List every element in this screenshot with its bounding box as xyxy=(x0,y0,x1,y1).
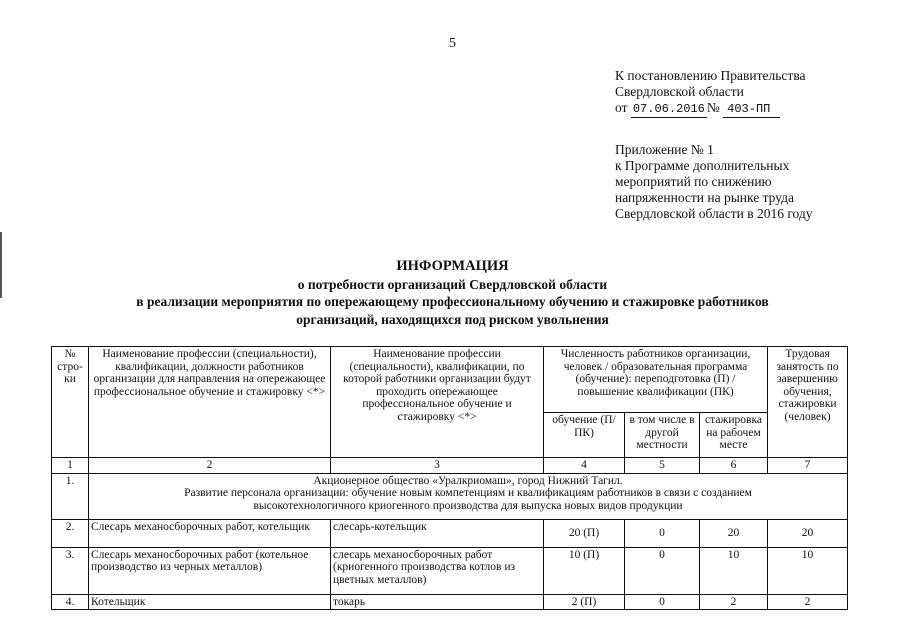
row-employment: 2 xyxy=(768,594,848,610)
header-headcount-group: Численность работников организации, человек / образовательная программа (обучение): переподготовка (П) / повышение квалификации (ПК) xyxy=(544,347,768,413)
resolution-date: 07.06.2016 xyxy=(632,102,705,116)
row-training: 2 (П) xyxy=(544,594,625,610)
resolution-reference xyxy=(615,68,806,118)
column-number: 7 xyxy=(768,458,848,474)
column-number: 5 xyxy=(625,458,700,474)
resolution-number: 403-ПП xyxy=(723,101,780,118)
org-name: Акционерное общество «Уралкриомаш», город Нижний Тагил. xyxy=(313,474,623,487)
title-line3: в реализации мероприятия по опережающему профессиональному обучению и стажировке работников xyxy=(136,294,769,309)
row-other-area: 0 xyxy=(625,519,700,547)
row-training: 10 (П) xyxy=(544,547,625,594)
row-profession-current: Слесарь механосборочных работ, котельщик xyxy=(89,519,331,547)
row-internship: 20 xyxy=(700,519,768,547)
resolution-date-prefix: от xyxy=(615,100,628,115)
row-profession-target: токарь xyxy=(331,594,544,610)
org-row-num: 1. xyxy=(52,473,89,519)
row-employment: 10 xyxy=(768,547,848,594)
row-profession-target: слесарь механосборочных работ (криогенного производства котлов из цветных металлов) xyxy=(331,547,544,594)
resolution-number-sign: № xyxy=(706,100,720,115)
column-number: 2 xyxy=(89,458,331,474)
annex-line1: Приложение № 1 xyxy=(615,142,714,157)
header-internship: стажировка на рабочем месте xyxy=(700,413,768,458)
header-profession-target: Наименование профессии (специальности), квалификации, по которой работники организации будут проходить опережающее профессиональное обучение и стажировку <*> xyxy=(331,347,544,458)
annex-line5: Свердловской области в 2016 году xyxy=(615,206,813,221)
info-table xyxy=(51,346,848,610)
header-profession-current: Наименование профессии (специальности), квалификации, должности работников организации для направления на опережающее профессиональное обучение и стажировку <*> xyxy=(89,347,331,458)
header-other-area: в том числе в другой местности xyxy=(625,413,700,458)
document-title xyxy=(0,258,905,328)
page-number: 5 xyxy=(449,36,456,51)
column-number: 3 xyxy=(331,458,544,474)
row-profession-current: Котельщик xyxy=(89,594,331,610)
org-description-line3: высокотехнологичного криогенного производства для выпуска новых видов продукции xyxy=(253,499,683,512)
resolution-ref-line1: К постановлению Правительства xyxy=(615,68,806,83)
annex-line3: мероприятий по снижению xyxy=(615,174,772,189)
row-other-area: 0 xyxy=(625,547,700,594)
title-line2: о потребности организаций Свердловской области xyxy=(297,276,608,292)
row-num: 2. xyxy=(52,519,89,547)
column-number: 1 xyxy=(52,458,89,474)
row-internship: 10 xyxy=(700,547,768,594)
row-other-area: 0 xyxy=(625,594,700,610)
resolution-ref-date-line xyxy=(615,100,806,118)
row-profession-target: слесарь-котельщик xyxy=(331,519,544,547)
row-training: 20 (П) xyxy=(544,519,625,547)
row-internship: 2 xyxy=(700,594,768,610)
column-number: 4 xyxy=(544,458,625,474)
column-number-row xyxy=(52,458,848,474)
resolution-ref-line2: Свердловской области xyxy=(615,84,744,99)
org-row-description xyxy=(89,473,848,519)
header-num: № стро-ки xyxy=(52,347,89,458)
header-row-1 xyxy=(52,347,848,413)
annex-line2: к Программе дополнительных xyxy=(615,158,790,173)
header-training: обучение (П/ПК) xyxy=(544,413,625,458)
table-row xyxy=(52,519,848,547)
title-main: ИНФОРМАЦИЯ xyxy=(396,258,509,274)
org-row xyxy=(52,473,848,519)
org-description-line2: Развитие персонала организации: обучение новым компетенциям и квалификациям работников в связи с созданием xyxy=(184,487,752,499)
row-num: 3. xyxy=(52,547,89,594)
row-employment: 20 xyxy=(768,519,848,547)
title-line4: организаций, находящихся под риском увольнения xyxy=(296,311,609,327)
annex-reference xyxy=(615,142,813,222)
row-profession-current: Слесарь механосборочных работ (котельное производство из черных металлов) xyxy=(89,547,331,594)
table-row xyxy=(52,547,848,594)
annex-line4: напряженности на рынке труда xyxy=(615,190,795,205)
column-number: 6 xyxy=(700,458,768,474)
table-row xyxy=(52,594,848,610)
header-employment: Трудовая занятость по завершению обучения, стажировки (человек) xyxy=(768,347,848,458)
row-num: 4. xyxy=(52,594,89,610)
